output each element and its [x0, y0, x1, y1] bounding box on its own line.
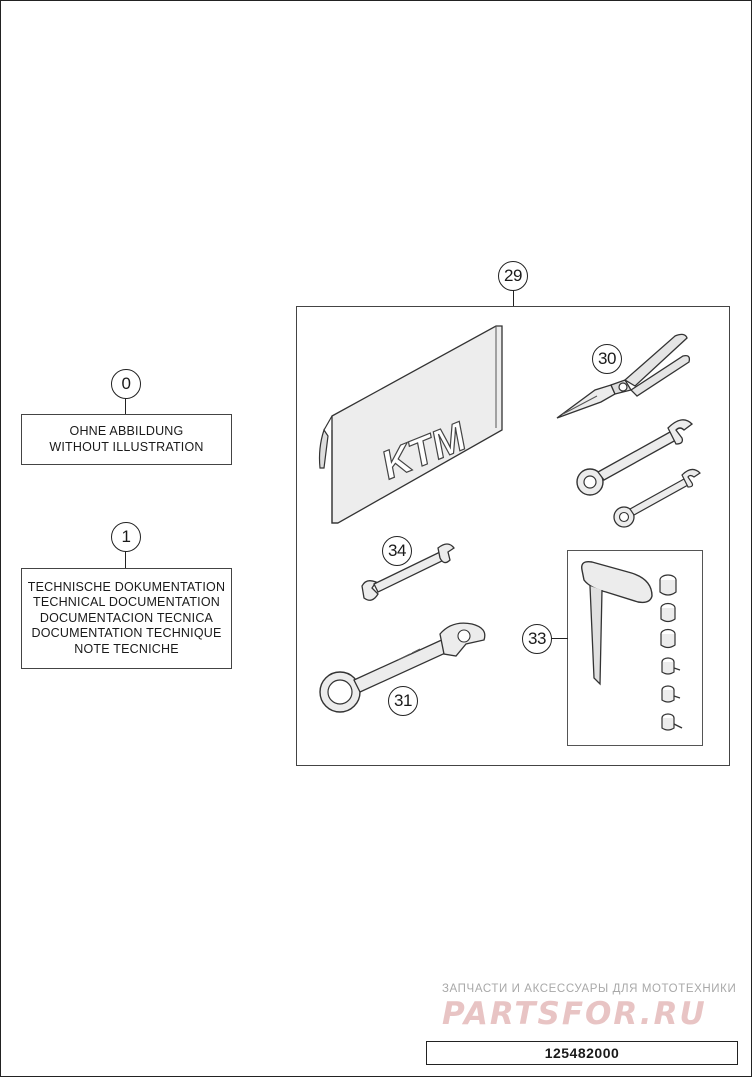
doc-line: DOCUMENTACION TECNICA — [39, 610, 214, 625]
callout-29-label: 29 — [504, 266, 522, 285]
combination-wrench-small-drawing — [610, 465, 705, 530]
technical-documentation-box — [21, 568, 232, 669]
socket-bits-drawing — [652, 570, 697, 740]
doc-line: OHNE ABBILDUNG — [69, 424, 184, 438]
callout-30-label: 30 — [598, 349, 616, 368]
callout-29[interactable] — [498, 261, 528, 291]
folder-logo: KTM — [375, 414, 473, 488]
doc-line: NOTE TECNICHE — [74, 641, 179, 656]
open-end-wrench-drawing — [358, 538, 458, 608]
callout-0-leader — [125, 397, 126, 414]
callout-0[interactable] — [111, 369, 141, 399]
documentation-folder-drawing — [310, 318, 510, 528]
pliers-drawing — [555, 330, 695, 425]
t-handle-drawing — [576, 558, 656, 688]
callout-33-label: 33 — [528, 629, 546, 648]
doc-line: TECHNICAL DOCUMENTATION — [32, 595, 220, 610]
part-number: 125482000 — [544, 1045, 620, 1061]
callout-33-leader — [551, 638, 568, 639]
callout-33[interactable] — [522, 624, 552, 654]
callout-31[interactable] — [388, 686, 418, 716]
callout-34-label: 34 — [388, 541, 406, 560]
callout-1[interactable] — [111, 522, 141, 552]
callout-31-label: 31 — [394, 691, 412, 710]
doc-line: WITHOUT ILLUSTRATION — [49, 439, 204, 454]
callout-1-label: 1 — [121, 527, 131, 546]
part-number-box — [426, 1041, 738, 1065]
callout-1-leader — [125, 550, 126, 568]
doc-line: DOCUMENTATION TECHNIQUE — [31, 626, 222, 641]
callout-0-label: 0 — [121, 374, 131, 393]
watermark-logo: PARTSFOR.RU — [442, 996, 707, 1032]
without-illustration-box — [21, 414, 232, 465]
watermark-tagline: ЗАПЧАСТИ И АКСЕССУАРЫ ДЛЯ МОТОТЕХНИКИ — [442, 983, 737, 995]
doc-line: TECHNISCHE DOKUMENTATION — [27, 579, 226, 594]
callout-29-leader — [513, 289, 514, 307]
